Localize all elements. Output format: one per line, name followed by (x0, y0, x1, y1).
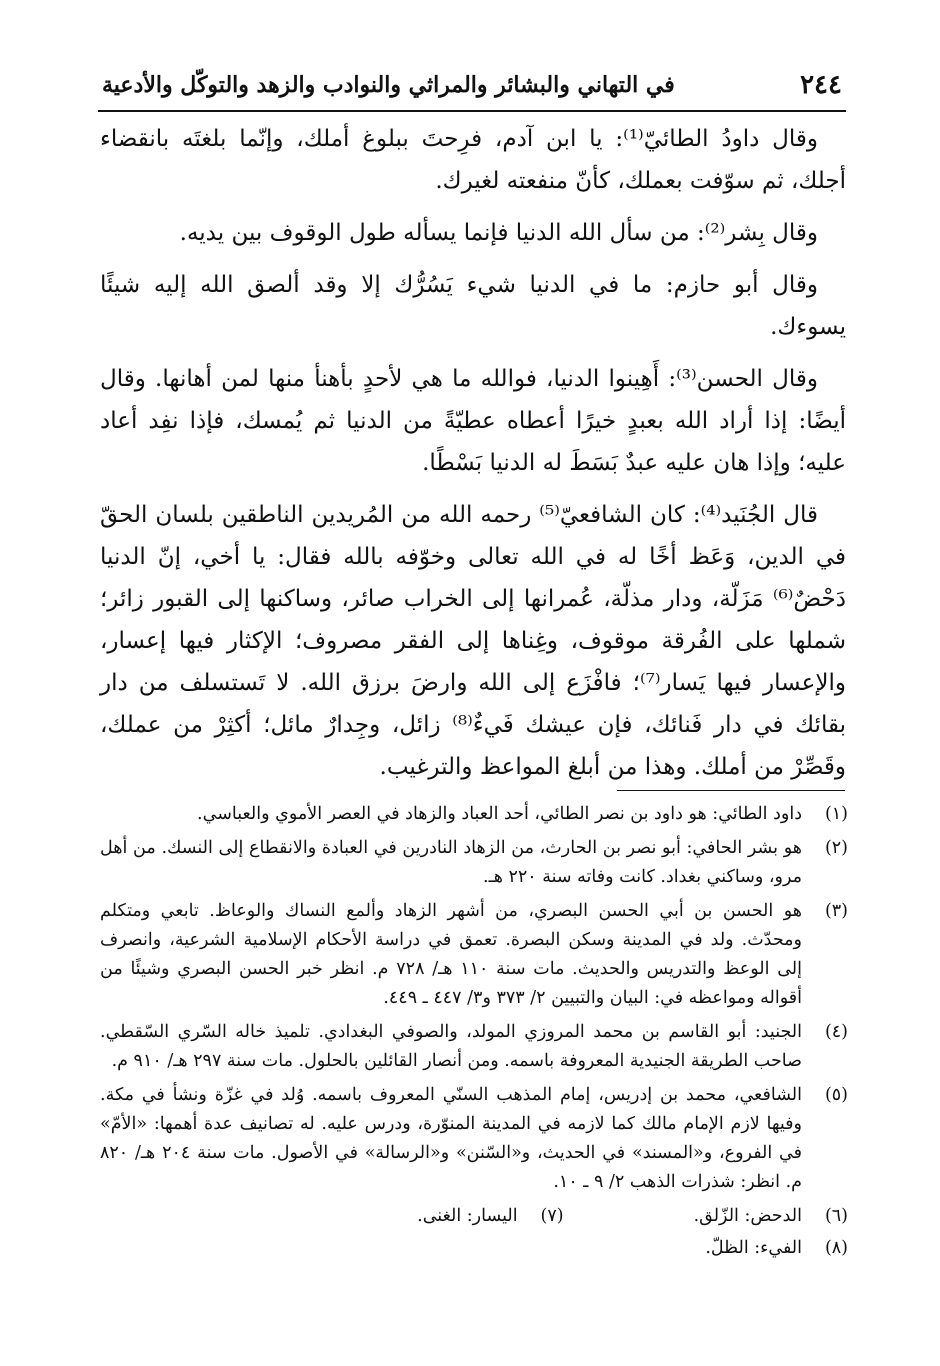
footnotes (100, 800, 848, 1268)
footnote-6 (694, 1202, 848, 1231)
footnote-7 (417, 1202, 563, 1231)
footnote-text: الفيء: الظلّ. (705, 1238, 802, 1258)
footnote-3 (100, 897, 848, 1013)
footnote-2 (100, 834, 848, 892)
paragraph-junayd: قال الجُنَيد⁽⁴⁾: كان الشافعيّ⁽⁵⁾ رحمه الله من المُريدين الناطقين بلسان الحقّ في الدين، وَعَظ أخًا له في الله تعالى وخوّفه بالله فقال: يا أخي، إنّ الدنيا دَحْضٌ⁽⁶⁾ مَزَلّة، ودار مذلّة، عُمرانها إلى الخراب صائر، وساكنها إلى القبور زائر؛ شملها على الفُرقة موقوف، وغِناها إلى الفقر مصروف؛ الإكثار فيها إعسار، والإعسار فيها يَسار⁽⁷⁾؛ فافْزَع إلى الله وارضَ برزق الله. لا تَستسلف من دار بقائك في دار فَنائك، فإن عيشك فَيءٌ⁽⁸⁾ زائل، وجِدارٌ مائل؛ أكثِرْ من عملك، وقَصِّرْ من أملك. وهذا من أبلغ المواعظ والترغيب. (100, 502, 846, 780)
paragraph-hasan: وقال الحسن⁽³⁾: أَهِينوا الدنيا، فوالله ما هي لأحدٍ بأهنأ منها لمن أهانها. وقال أيضًا: إذا أراد الله بعبدٍ خيرًا أعطاه عطيّةً من الدنيا ثم يُمسك، فإذا نفِد أعاد عليه؛ وإذا هان عليه عبدٌ بَسَطَ له الدنيا بَسْطًا. (100, 366, 846, 476)
footnote-text: داود الطائي: هو داود بن نصر الطائي، أحد العباد والزهاد في العصر الأموي والعباسي. (197, 804, 802, 824)
footnote-text: اليسار: الغنى. (417, 1206, 518, 1226)
main-text (100, 118, 846, 798)
footnote-rule (617, 790, 845, 791)
footnote-1 (100, 800, 848, 829)
paragraph-bishr: وقال بِشر⁽²⁾: من سأل الله الدنيا فإنما يسأله طول الوقوف بين يديه. (179, 220, 818, 246)
footnote-text: هو بشر الحافي: أبو نصر بن الحارث، من الزهاد النادرين في العبادة والانقطاع إلى النسك. من أهل مرو، وساكني بغداد. كانت وفاته سنة ٢٢٠ هـ. (100, 838, 802, 887)
footnote-mark: (٢) (824, 838, 848, 858)
footnotes-6-7 (100, 1202, 848, 1231)
page-number: ٢٤٤ (800, 70, 842, 100)
footnote-text: هو الحسن بن أبي الحسن البصري، من أشهر الزهاد وألمع النساك والوعاظ. تابعي ومتكلم ومحدّث. ولد في المدينة وسكن البصرة. تعمق في دراسة الأحكام الإسلامية الشرعية، وانصرف إلى الوعظ والتدريس والحديث. مات سنة ١١٠ هـ/ ٧٢٨ م. انظر خبر الحسن البصري وشيئًا من أقواله ومواعظه في: البيان والتبيين ٢/ ٣٧٣ و٣/ ٤٤٧ ـ ٤٤٩. (100, 901, 802, 1008)
footnote-mark: (٥) (824, 1085, 848, 1105)
footnote-text: الشافعي، محمد بن إدريس، إمام المذهب السنّي المعروف باسمه. وُلد في غزّة ونشأ في مكة. وفيها لازم الإمام مالك كما لازمه في المدينة المنوّرة، ودرس عليه. له تصانيف عدة أهمها: «الأمّ» في الفروع، و«المسند» في الحديث، و«السّنن» و«الرسالة» في الأصول. مات سنة ٢٠٤ هـ/ ٨٢٠ م. انظر: شذرات الذهب ٢/ ٩ ـ ١٠. (100, 1085, 802, 1192)
header-rule (98, 110, 846, 112)
footnote-text: الدحض: الزّلق. (693, 1206, 802, 1226)
footnote-mark: (٤) (824, 1022, 848, 1042)
page-header (102, 66, 842, 106)
paragraph-dawud: وقال داودُ الطائيّ⁽¹⁾: يا ابن آدم، فرِحتَ ببلوغ أملك، وإنّما بلغتَه بانقضاء أجلك، ثم سوّفت بعملك، كأنّ منفعته لغيرك. (100, 126, 846, 194)
footnote-5 (100, 1081, 848, 1197)
running-title: في التهاني والبشائر والمراثي والنوادب والزهد والتوكّل والأدعية (102, 72, 675, 98)
footnote-8 (100, 1234, 848, 1263)
footnote-mark: (٦) (824, 1206, 848, 1226)
footnote-mark: (٣) (824, 901, 848, 921)
footnote-mark: (٨) (824, 1238, 848, 1258)
footnote-mark: (٧) (540, 1206, 564, 1226)
paragraph-abu-hazim: وقال أبو حازم: ما في الدنيا شيء يَسُرُّك إلا وقد ألصق الله إليه شيئًا يسوءك. (100, 272, 846, 340)
footnote-4 (100, 1018, 848, 1076)
footnote-mark: (١) (824, 804, 848, 824)
footnote-text: الجنيد: أبو القاسم بن محمد المروزي المولد، والصوفي البغدادي. تلميذ خاله السّري السّقطي. صاحب الطريقة الجنيدية المعروفة باسمه. ومن أنصار القائلين بالحلول. مات سنة ٢٩٧ هـ/ ٩١٠ م. (100, 1022, 802, 1071)
